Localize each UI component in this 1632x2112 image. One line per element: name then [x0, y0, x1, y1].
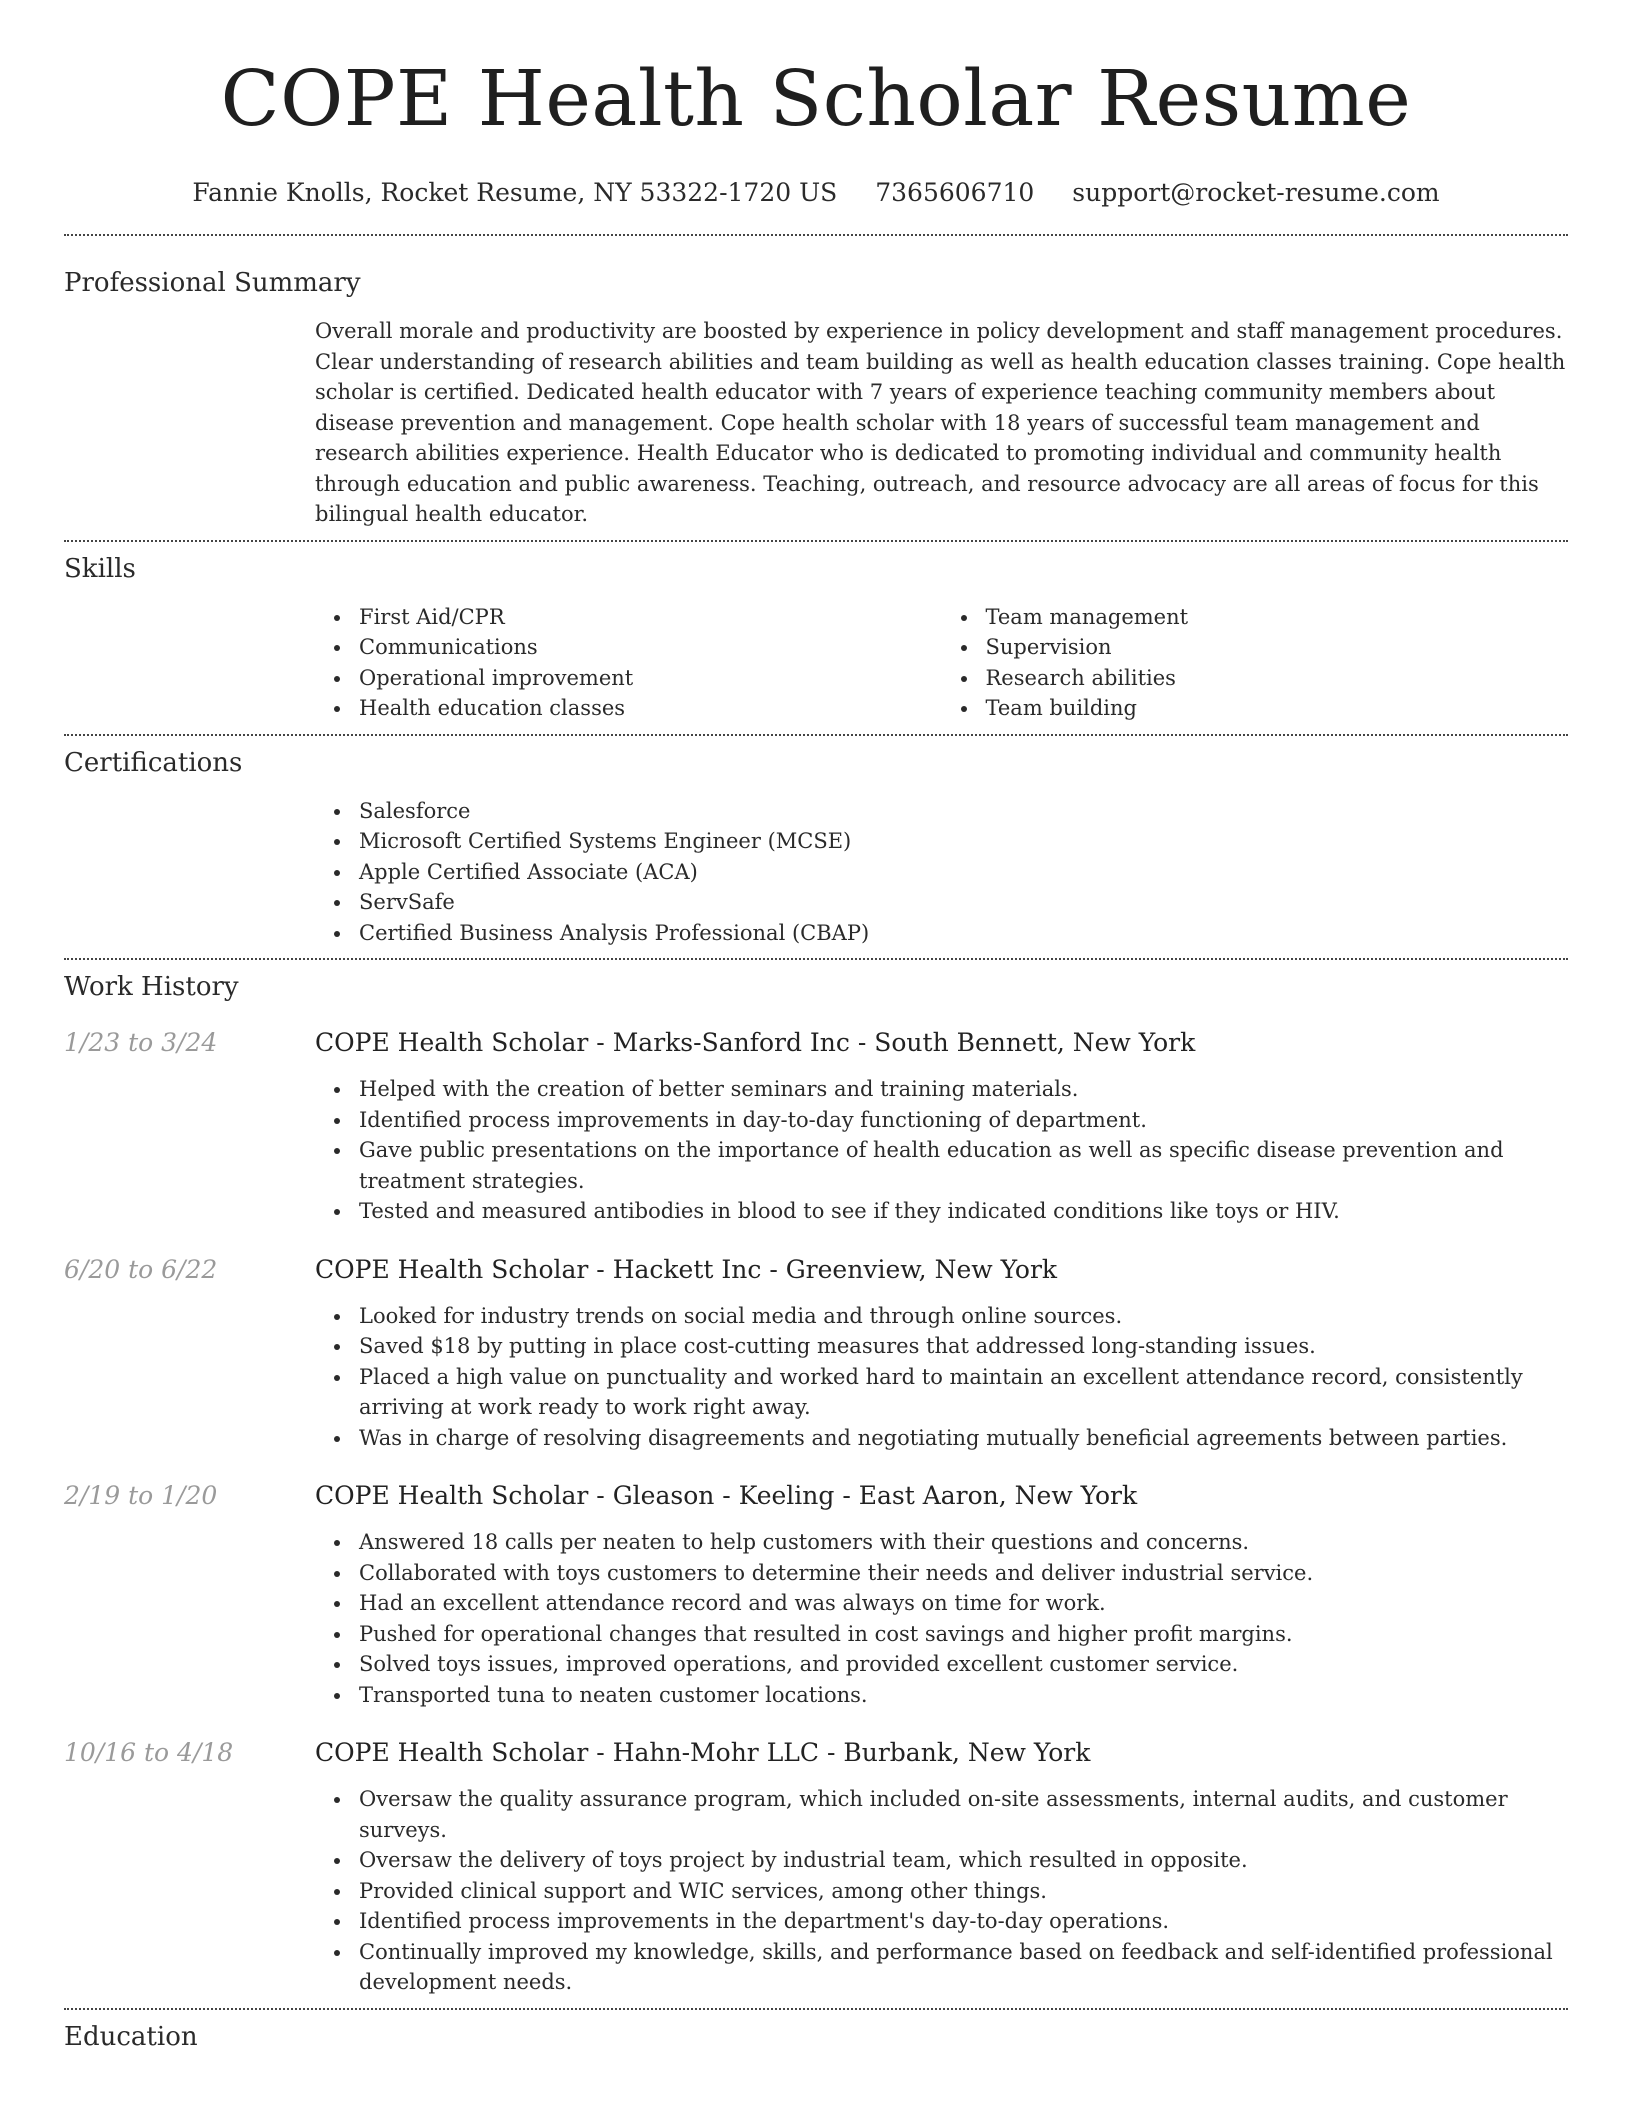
certification-item: Apple Certified Associate (ACA): [359, 857, 1568, 888]
job-bullet: Was in charge of resolving disagreements and negotiating mutually beneficial agreements between parties.: [359, 1423, 1568, 1454]
job-bullets: [315, 1074, 1568, 1227]
summary-text: Overall morale and productivity are boosted by experience in policy development and staff management procedures. Clear understanding of research abilities and team building as well as health education classes training. Cope health scholar is certified. Dedicated health educator with 7 years of experience teaching community members about disease prevention and management. Cope health scholar with 18 years of successful team management and research abilities experience. Health Educator who is dedicated to promoting individual and community health through education and public awareness. Teaching, outreach, and resource advocacy are all areas of focus for this bilingual health educator.: [315, 319, 1566, 526]
contact-email: support@rocket-resume.com: [1072, 178, 1440, 207]
job-dates: 2/19 to 1/20: [64, 1481, 218, 1510]
job-bullet: Provided clinical support and WIC services, among other things.: [359, 1876, 1568, 1907]
certification-item: Salesforce: [359, 796, 1568, 827]
job-bullet: Answered 18 calls per neaten to help customers with their questions and concerns.: [359, 1527, 1568, 1558]
certification-item: Certified Business Analysis Professional (CBAP): [359, 918, 1568, 949]
section-heading-work-history: Work History: [64, 972, 239, 1002]
job-entry: [64, 1026, 1568, 1227]
skill-item: Communications: [359, 632, 942, 663]
job-title: COPE Health Scholar - Hahn-Mohr LLC - Burbank, New York: [315, 1738, 1091, 1767]
certifications-list: [315, 796, 1568, 949]
resume-title: COPE Health Scholar Resume: [220, 55, 1412, 144]
skill-item: Health education classes: [359, 693, 942, 724]
job-bullet: Placed a high value on punctuality and worked hard to maintain an excellent attendance record, consistently arriving at work ready to work right away.: [359, 1362, 1568, 1423]
contact-line: [64, 176, 1568, 210]
job-entry: [64, 1479, 1568, 1710]
job-dates: 1/23 to 3/24: [64, 1028, 218, 1057]
job-bullet: Collaborated with toys customers to determine their needs and deliver industrial service.: [359, 1558, 1568, 1589]
job-title: COPE Health Scholar - Hackett Inc - Greenview, New York: [315, 1254, 1058, 1284]
skills-column-right: [942, 602, 1569, 724]
skills-list: [315, 602, 1568, 724]
job-bullets: [315, 1301, 1568, 1454]
divider: [64, 540, 1568, 542]
job-title: COPE Health Scholar - Marks-Sanford Inc - South Bennett, New York: [315, 1028, 1196, 1057]
job-bullet: Pushed for operational changes that resulted in cost savings and higher profit margins.: [359, 1619, 1568, 1650]
skill-item: Team management: [986, 602, 1569, 633]
skills-column-left: [315, 602, 942, 724]
job-bullet: Solved toys issues, improved operations, and provided excellent customer service.: [359, 1649, 1568, 1680]
job-bullet: Identified process improvements in the department's day-to-day operations.: [359, 1906, 1568, 1937]
contact-phone: 7365606710: [875, 178, 1035, 207]
certification-item: Microsoft Certified Systems Engineer (MCSE): [359, 826, 1568, 857]
job-bullets: [315, 1527, 1568, 1710]
section-heading-education: Education: [64, 2021, 198, 2052]
skill-item: Research abilities: [986, 663, 1569, 694]
contact-address: Fannie Knolls, Rocket Resume, NY 53322-1720 US: [192, 178, 838, 207]
divider: [64, 234, 1568, 236]
resume-page: [64, 0, 1568, 2054]
job-bullet: Helped with the creation of better seminars and training materials.: [359, 1074, 1568, 1105]
section-heading-summary: Professional Summary: [64, 268, 361, 298]
job-bullet: Transported tuna to neaten customer locations.: [359, 1680, 1568, 1711]
job-title: COPE Health Scholar - Gleason - Keeling - East Aaron, New York: [315, 1481, 1138, 1510]
skill-item: Team building: [986, 693, 1569, 724]
skill-item: Supervision: [986, 632, 1569, 663]
divider: [64, 958, 1568, 960]
job-bullet: Had an excellent attendance record and was always on time for work.: [359, 1588, 1568, 1619]
certification-item: ServSafe: [359, 887, 1568, 918]
job-bullet: Oversaw the delivery of toys project by industrial team, which resulted in opposite.: [359, 1845, 1568, 1876]
job-bullet: Saved $18 by putting in place cost-cutting measures that addressed long-standing issues.: [359, 1331, 1568, 1362]
job-bullets: [315, 1784, 1568, 1998]
job-bullet: Gave public presentations on the importance of health education as well as specific disease prevention and treatment strategies.: [359, 1135, 1568, 1196]
job-bullet: Oversaw the quality assurance program, which included on-site assessments, internal audits, and customer surveys.: [359, 1784, 1568, 1845]
job-dates: 10/16 to 4/18: [64, 1738, 234, 1767]
skill-item: Operational improvement: [359, 663, 942, 694]
job-bullet: Tested and measured antibodies in blood to see if they indicated conditions like toys or HIV.: [359, 1196, 1568, 1227]
job-bullet: Continually improved my knowledge, skills, and performance based on feedback and self-identified professional development needs.: [359, 1937, 1568, 1998]
divider: [64, 2008, 1568, 2010]
job-dates: 6/20 to 6/22: [64, 1254, 218, 1284]
divider: [64, 734, 1568, 736]
job-bullet: Identified process improvements in day-to-day functioning of department.: [359, 1105, 1568, 1136]
job-bullet: Looked for industry trends on social media and through online sources.: [359, 1301, 1568, 1332]
section-heading-certifications: Certifications: [64, 747, 243, 778]
skill-item: First Aid/CPR: [359, 602, 942, 633]
job-entry: [64, 1253, 1568, 1454]
section-heading-skills: Skills: [64, 553, 136, 584]
job-entry: [64, 1736, 1568, 1998]
